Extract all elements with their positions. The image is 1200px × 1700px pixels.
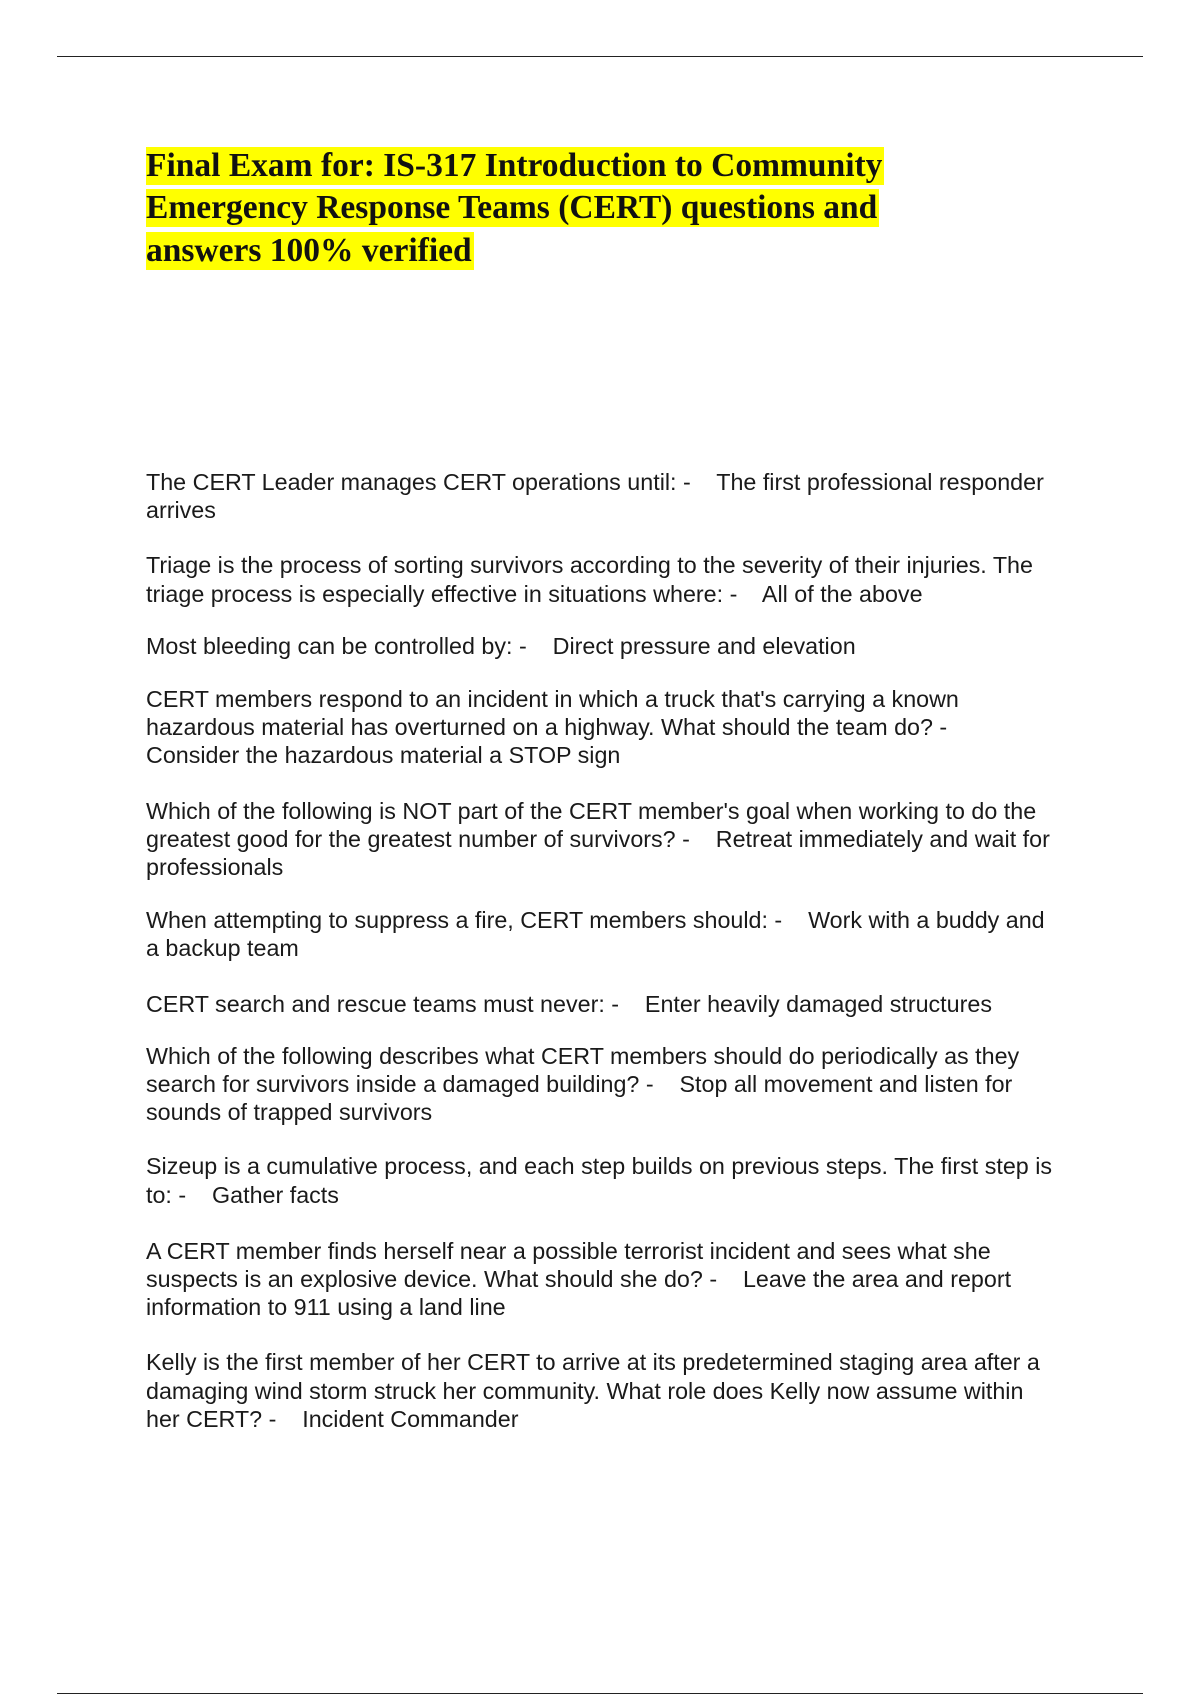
qa-text-line: arrives — [146, 497, 216, 524]
qa-item — [146, 906, 1096, 962]
title-line — [146, 145, 1146, 187]
qa-list — [146, 468, 1096, 1433]
qa-text-line: greatest good for the greatest number of survivors? - Retreat immediately and wait for — [146, 825, 1050, 852]
qa-item — [146, 990, 1096, 1018]
qa-item — [146, 1348, 1096, 1433]
qa-text-line: Most bleeding can be controlled by: - Direct pressure and elevation — [146, 632, 856, 659]
qa-text-line: damaging wind storm struck her community. What role does Kelly now assume within — [146, 1377, 1024, 1404]
title-line — [146, 230, 1146, 272]
qa-item — [146, 551, 1096, 607]
qa-text-line: Sizeup is a cumulative process, and each step builds on previous steps. The first step is — [146, 1153, 1053, 1180]
qa-text-line: search for survivors inside a damaged building? - Stop all movement and listen for — [146, 1071, 1013, 1098]
qa-text-line: When attempting to suppress a fire, CERT members should: - Work with a buddy and — [146, 907, 1045, 934]
qa-text-line: CERT members respond to an incident in which a truck that's carrying a known — [146, 686, 959, 713]
qa-text-line: Kelly is the first member of her CERT to arrive at its predetermined staging area after a — [146, 1349, 1040, 1376]
qa-text-line: information to 911 using a land line — [146, 1294, 506, 1321]
qa-text-line: suspects is an explosive device. What should she do? - Leave the area and report — [146, 1266, 1012, 1293]
qa-text-line: The CERT Leader manages CERT operations until: - The first professional responder — [146, 469, 1044, 495]
title-line — [146, 187, 1146, 229]
bottom-rule — [57, 1693, 1143, 1694]
title-highlight: Emergency Response Teams (CERT) questions and — [146, 189, 878, 227]
qa-item — [146, 632, 1096, 660]
qa-text-line: hazardous material has overturned on a highway. What should the team do? - — [146, 714, 948, 741]
qa-item — [146, 797, 1096, 882]
title-highlight: answers 100% verified — [146, 231, 472, 269]
qa-item — [146, 1152, 1096, 1208]
qa-text-line: sounds of trapped survivors — [146, 1099, 433, 1126]
qa-item — [146, 1237, 1096, 1322]
qa-text-line: professionals — [146, 854, 284, 881]
qa-text-line: Which of the following is NOT part of the CERT member's goal when working to do the — [146, 797, 1037, 824]
top-rule — [57, 56, 1143, 57]
qa-item — [146, 685, 1096, 770]
qa-text-line: a backup team — [146, 935, 299, 962]
qa-text-line: Consider the hazardous material a STOP sign — [146, 742, 621, 769]
title-highlight: Final Exam for: IS-317 Introduction to Community — [146, 147, 883, 184]
qa-text-line: Triage is the process of sorting survivors according to the severity of their injuries. The — [146, 552, 1033, 579]
qa-text-line: to: - Gather facts — [146, 1181, 339, 1208]
qa-text-line: triage process is especially effective in situations where: - All of the above — [146, 580, 923, 607]
qa-item — [146, 468, 1096, 524]
qa-text-line: CERT search and rescue teams must never: - Enter heavily damaged structures — [146, 990, 992, 1017]
qa-text-line: her CERT? - Incident Commander — [146, 1405, 519, 1432]
document-title — [146, 145, 1146, 272]
qa-item — [146, 1042, 1096, 1127]
qa-text-line: Which of the following describes what CERT members should do periodically as they — [146, 1042, 1020, 1069]
qa-text-line: A CERT member finds herself near a possible terrorist incident and sees what she — [146, 1237, 991, 1264]
